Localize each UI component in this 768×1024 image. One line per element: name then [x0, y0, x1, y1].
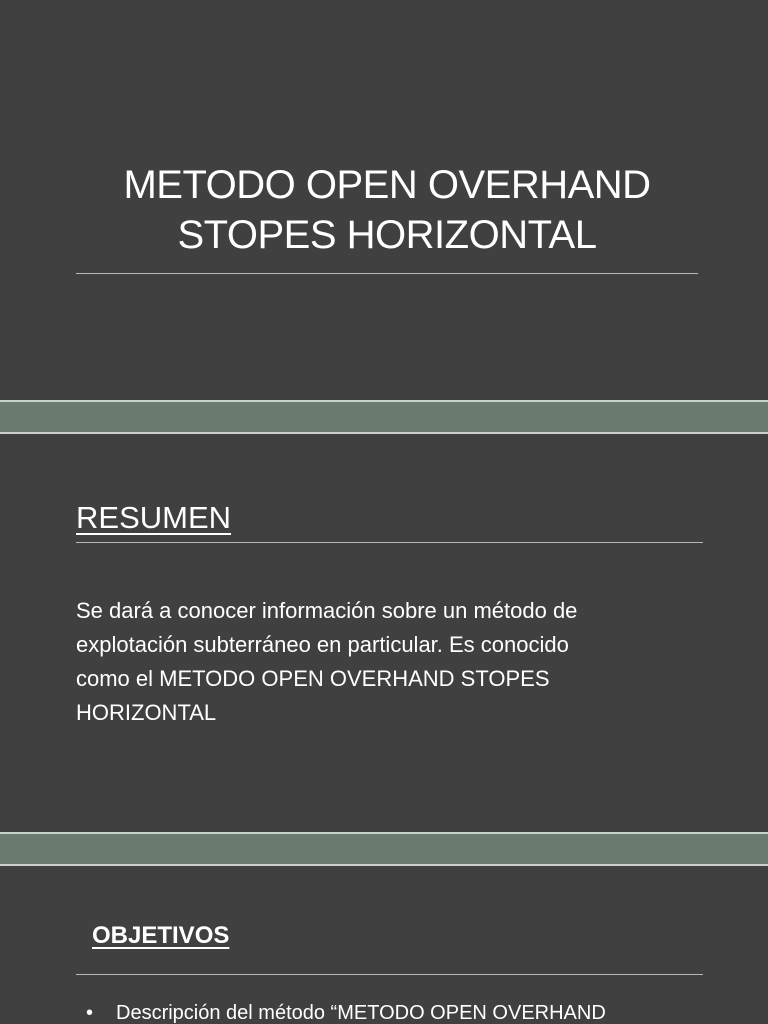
- objectives-divider-rule: [76, 974, 703, 975]
- title-divider-rule: [76, 273, 698, 274]
- summary-line: como el METODO OPEN OVERHAND STOPES: [76, 666, 550, 691]
- bullet-dot-icon: •: [86, 1002, 94, 1024]
- slide-title: [76, 160, 698, 260]
- objectives-heading: OBJETIVOS: [92, 922, 230, 949]
- slide-title-line-1: METODO OPEN OVERHAND: [123, 163, 651, 207]
- summary-heading: RESUMEN: [76, 500, 232, 535]
- list-item: [86, 998, 726, 1024]
- summary-line: HORIZONTAL: [76, 700, 217, 725]
- slide-separator: [0, 400, 768, 434]
- summary-paragraph: [76, 594, 696, 730]
- summary-slide: [0, 434, 768, 832]
- title-slide: [0, 0, 768, 400]
- list-item-text: Descripción del método “METODO OPEN OVERHAND: [116, 1002, 606, 1024]
- summary-divider-rule: [76, 542, 703, 543]
- slide-title-line-2: STOPES HORIZONTAL: [177, 213, 597, 257]
- slide-separator: [0, 832, 768, 866]
- summary-line: explotación subterráneo en particular. Es conocido: [76, 632, 569, 657]
- objectives-slide: [0, 866, 768, 1024]
- summary-line: Se dará a conocer información sobre un método de: [76, 598, 578, 623]
- objectives-list: [86, 998, 726, 1024]
